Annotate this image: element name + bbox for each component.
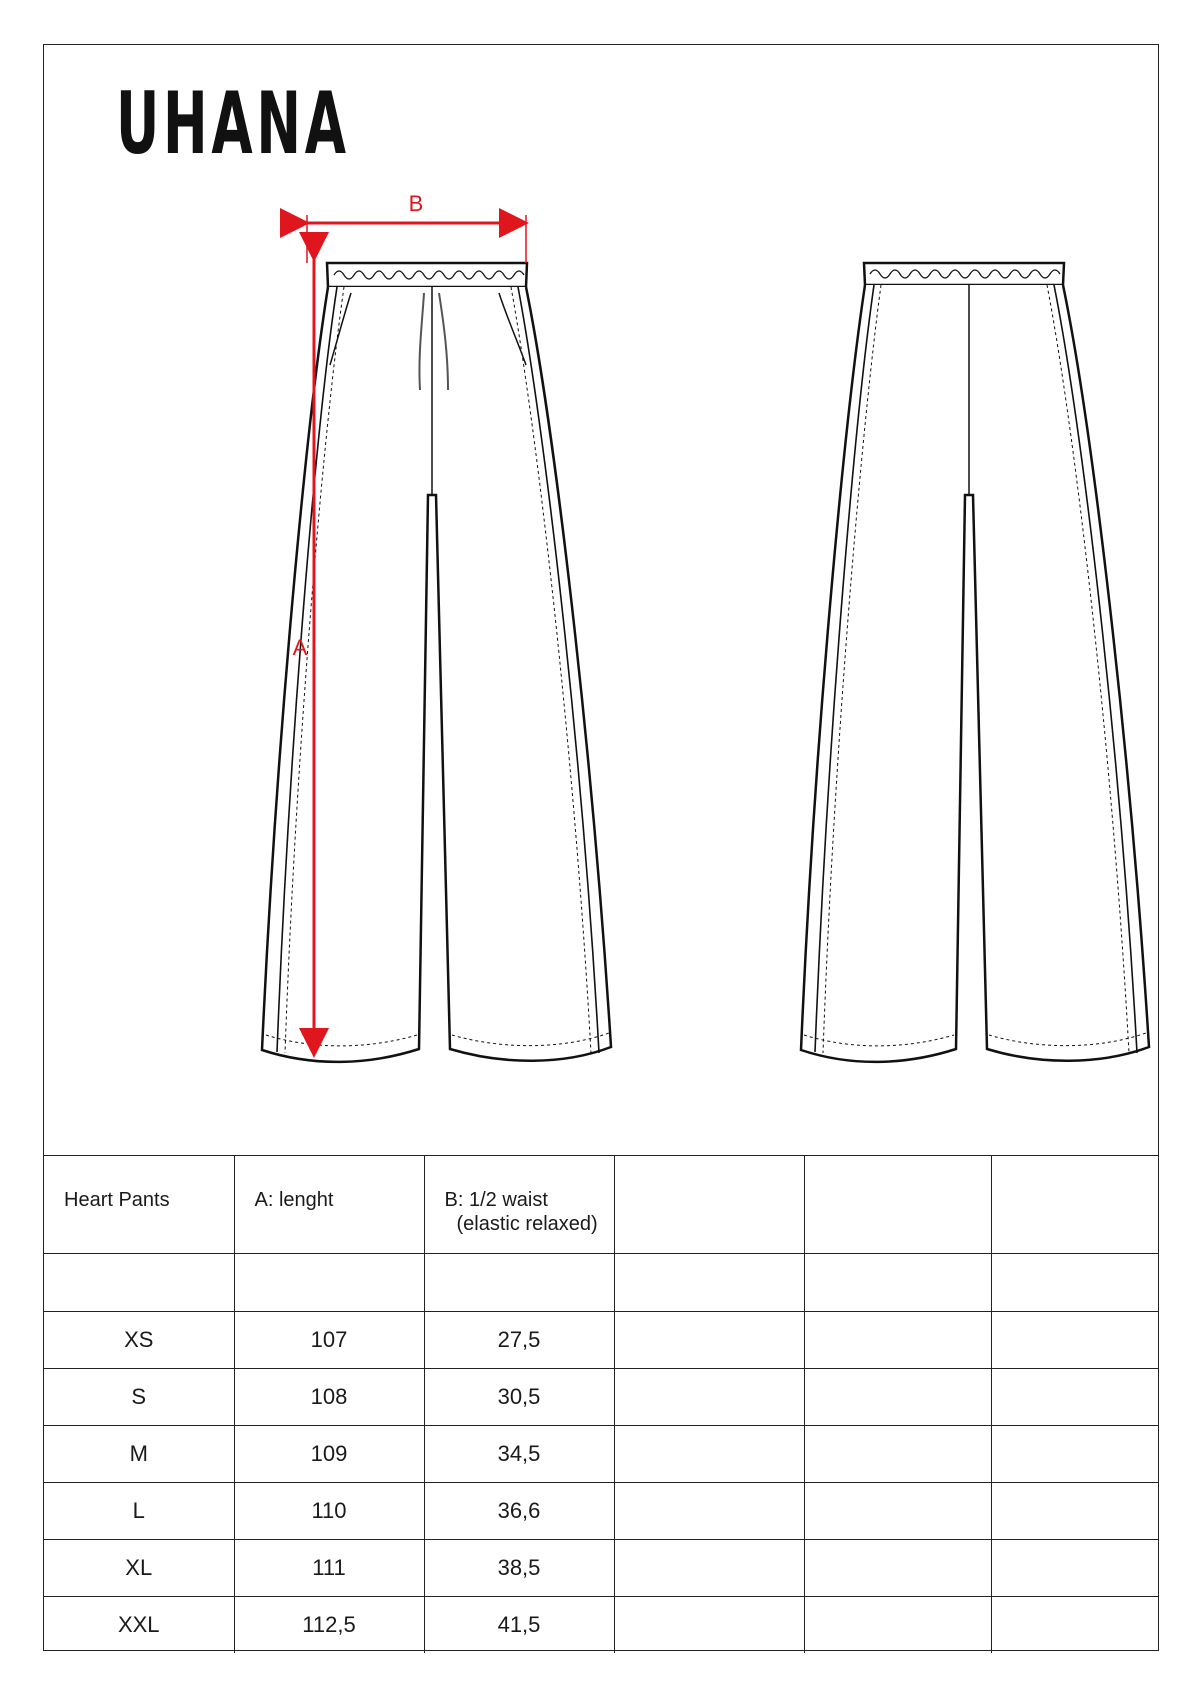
table-row <box>44 1369 1158 1426</box>
length-cell: 108 <box>234 1369 424 1426</box>
size-cell: M <box>44 1426 234 1483</box>
waist-cell: 41,5 <box>424 1597 614 1654</box>
size-cell: XS <box>44 1312 234 1369</box>
waist-cell: 30,5 <box>424 1369 614 1426</box>
length-cell: 110 <box>234 1483 424 1540</box>
pants-technical-drawing <box>44 45 1158 1155</box>
header-col-b-line2: (elastic relaxed) <box>456 1213 598 1235</box>
size-cell: XXL <box>44 1597 234 1654</box>
length-cell: 109 <box>234 1426 424 1483</box>
table-row <box>44 1540 1158 1597</box>
back-view <box>801 263 1149 1062</box>
size-cell: S <box>44 1369 234 1426</box>
measure-b <box>307 191 526 263</box>
table-spacer-row <box>44 1254 1158 1312</box>
table-row <box>44 1312 1158 1369</box>
size-chart-sheet <box>43 44 1159 1651</box>
length-cell: 111 <box>234 1540 424 1597</box>
empty-cell <box>614 1156 804 1254</box>
table-header-row <box>44 1156 1158 1254</box>
label-b: B <box>408 191 424 216</box>
empty-cell <box>804 1156 991 1254</box>
waist-cell: 34,5 <box>424 1426 614 1483</box>
size-cell: L <box>44 1483 234 1540</box>
length-cell: 107 <box>234 1312 424 1369</box>
empty-cell <box>991 1156 1158 1254</box>
waist-cell: 36,6 <box>424 1483 614 1540</box>
table-row <box>44 1597 1158 1654</box>
size-table <box>44 1155 1158 1653</box>
waist-cell: 27,5 <box>424 1312 614 1369</box>
header-col-b-line1: B: 1/2 waist <box>444 1189 548 1211</box>
brand-logo: UHANA <box>116 74 350 174</box>
header-col-a: A: lenght <box>234 1156 424 1254</box>
table-row <box>44 1426 1158 1483</box>
header-col-b <box>424 1156 614 1254</box>
waist-cell: 38,5 <box>424 1540 614 1597</box>
table-row <box>44 1483 1158 1540</box>
size-cell: XL <box>44 1540 234 1597</box>
label-a: A <box>292 635 308 660</box>
header-product: Heart Pants <box>44 1156 234 1254</box>
length-cell: 112,5 <box>234 1597 424 1654</box>
